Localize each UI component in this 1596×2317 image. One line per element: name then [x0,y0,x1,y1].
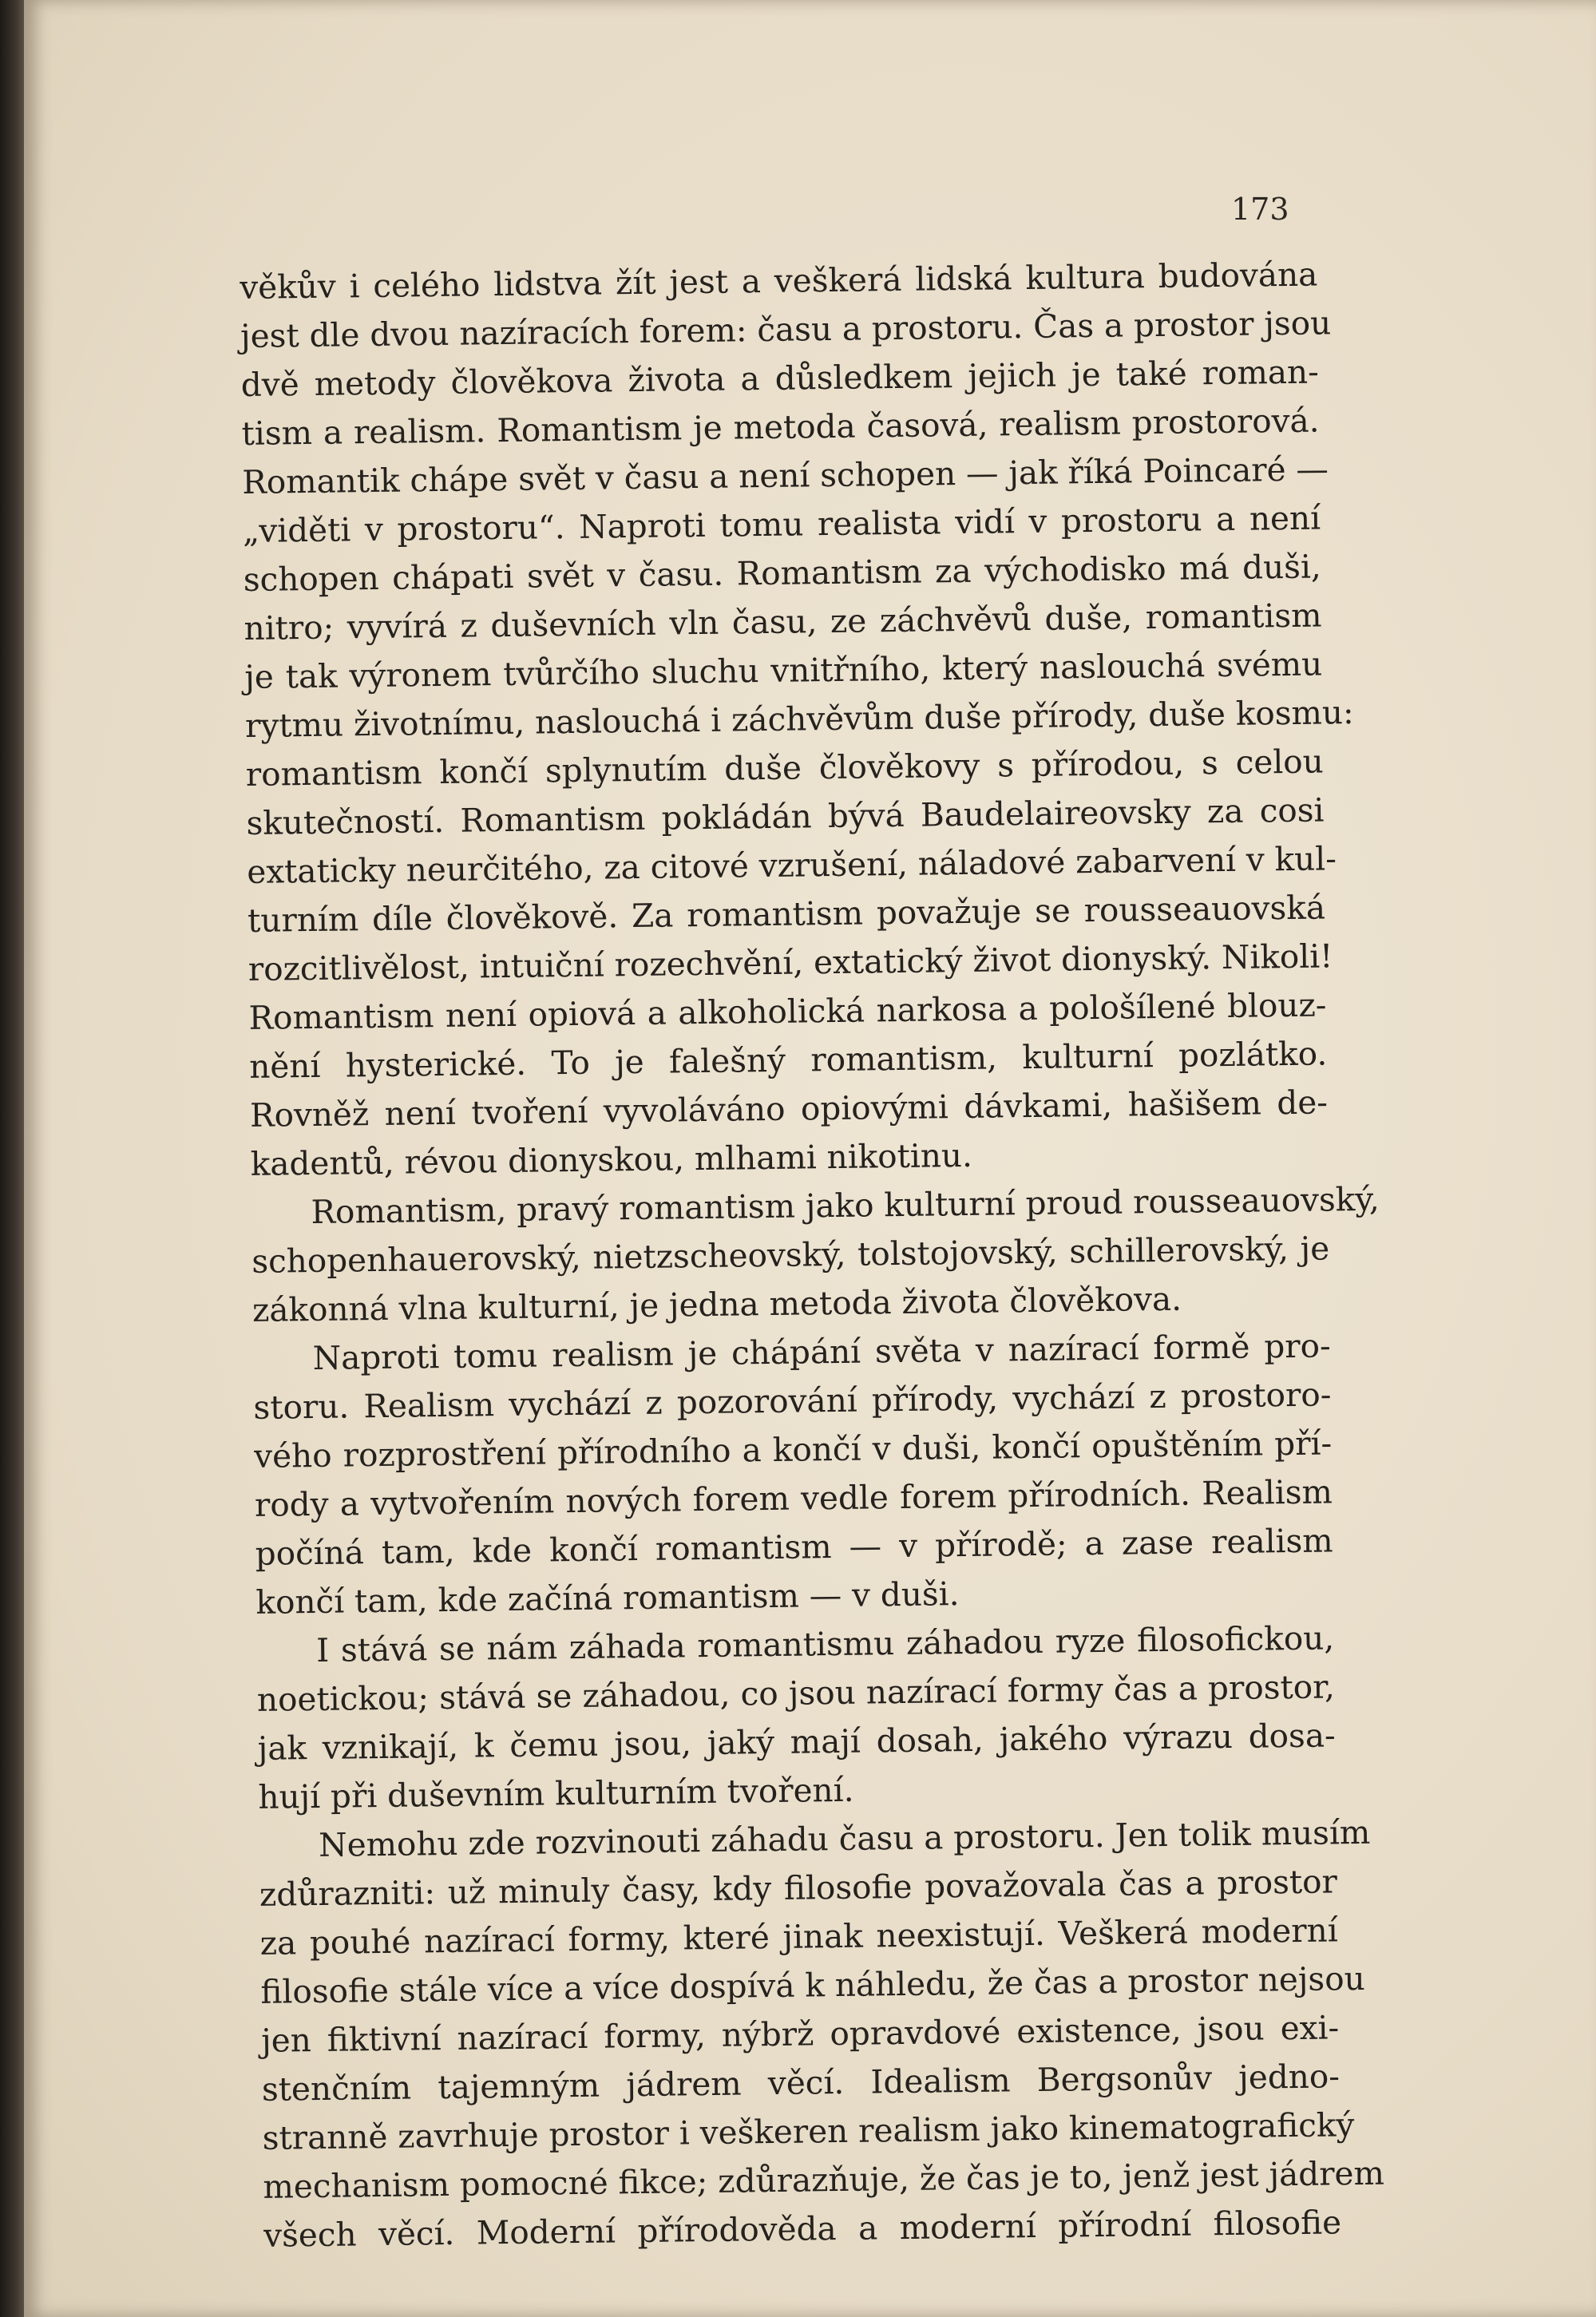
text-line: věkův i celého lidstva žít jest a veškerá lidská kultura budována [240,255,1318,307]
text-line: „viděti v prostoru“. Naproti tomu realista vidí v prostoru a není [242,498,1321,550]
text-line: turním díle člověkově. Za romantism považuje se rousseauovská [247,888,1326,940]
text-line: jak vznikají, k čemu jsou, jaký mají dosah, jakého výrazu dosa- [257,1716,1336,1768]
text-line: Romantism, pravý romantism jako kulturní proud rousseauovský, [311,1179,1380,1231]
text-line: mechanism pomocné fikce; zdůrazňuje, že čas je to, jenž jest jádrem [263,2153,1385,2206]
text-line: končí tam, kde začíná romantism — v duši. [255,1574,960,1622]
text-line: za pouhé nazírací formy, které jinak neexistují. Veškerá moderní [259,1911,1338,1963]
text-line: Romantik chápe svět v času a není schopen — jak říká Poincaré — [242,450,1329,501]
text-line: zákonná vlna kulturní, je jedna metoda života člověkova. [251,1279,1182,1329]
text-line: romantism končí splynutím duše člověkovy s přírodou, s celou [245,742,1325,794]
text-line: schopen chápati svět v času. Romantism za východisko má duši, [243,547,1322,599]
body-text [240,251,1385,2260]
text-line: zdůrazniti: už minuly časy, kdy filosofie považovala čas a prostor [259,1862,1338,1914]
text-line: rytmu životnímu, naslouchá i záchvěvům duše přírody, duše kosmu: [244,692,1354,745]
text-line: skutečností. Romantism pokládán bývá Baudelaireovsky za cosi [246,790,1325,842]
text-line: všech věcí. Moderní přírodověda a moderní přírodní filosofie [263,2203,1342,2255]
text-line: stranně zavrhuje prostor i veškeren realism jako kinematografický [262,2105,1355,2157]
text-line: filosofie stále více a více dospívá k náhledu, že čas a prostor nejsou [260,1959,1365,2011]
text-line: Romantism není opiová a alkoholická narkosa a pološílené blouz- [248,985,1327,1037]
text-line: Rovněž není tvoření vyvoláváno opiovými dávkami, hašišem de- [249,1083,1329,1135]
text-line: vého rozprostření přírodního a končí v duši, končí opuštěním pří- [253,1424,1333,1475]
text-line: stenčním tajemným jádrem věcí. Idealism Bergsonův jedno- [261,2057,1341,2109]
page-number: 173 [1231,192,1289,227]
book-page [24,0,1596,2317]
text-line: nitro; vyvírá z duševních vln času, ze záchvěvů duše, romantism [244,596,1322,648]
text-line: I stává se nám záhada romantismu záhadou ryze filosofickou, [315,1618,1335,1669]
text-line: storu. Realism vychází z pozorování přírody, vychází z prostoro- [253,1375,1332,1427]
text-line: rozcitlivělost, intuiční rozechvění, extatický život dionyský. Nikoli! [248,937,1333,988]
text-line: nění hysterické. To je falešný romantism, kulturní pozlátko. [248,1034,1328,1086]
book-binding-edge [0,0,24,2317]
text-line: Nemohu zde rozvinouti záhadu času a prostoru. Jen tolik musím [318,1812,1371,1864]
text-line: schopenhauerovský, nietzscheovský, tolstojovský, schillerovský, je [251,1229,1330,1281]
text-line: tism a realism. Romantism je metoda časová, realism prostorová. [241,401,1320,453]
text-line: jest dle dvou nazíracích forem: času a prostoru. Čas a prostor jsou [240,303,1332,355]
text-line: noetickou; stává se záhadou, co jsou nazírací formy čas a prostor, [256,1667,1336,1719]
text-line: jen fiktivní nazírací formy, nýbrž opravdové existence, jsou exi- [260,2008,1340,2060]
text-line: extaticky neurčitého, za citové vzrušení, náladové zabarvení v kul- [247,839,1337,891]
text-line: dvě metody člověkova života a důsledkem jejich je také roman- [240,352,1320,404]
text-line: hují při duševním kulturním tvoření. [258,1770,854,1816]
text-line: kadentů, révou dionyskou, mlhami nikotinu. [250,1135,973,1183]
text-line: je tak výronem tvůrčího sluchu vnitřního, který naslouchá svému [244,644,1323,696]
text-line: Naproti tomu realism je chápání světa v nazírací formě pro- [312,1326,1331,1377]
text-line: rody a vytvořením nových forem vedle forem přírodních. Realism [254,1472,1333,1524]
text-line: počíná tam, kde končí romantism — v přírodě; a zase realism [255,1521,1333,1573]
